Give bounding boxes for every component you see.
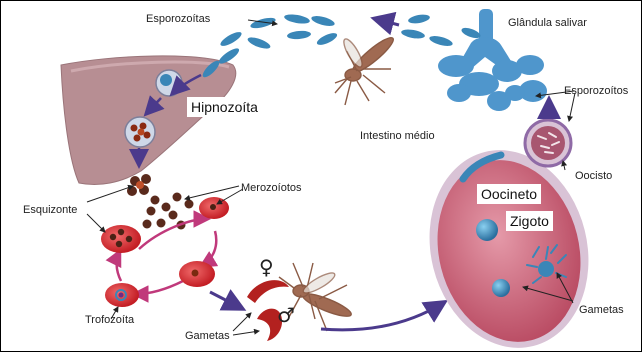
label-oocineto: Oocineto	[477, 184, 541, 204]
hepatocyte-lower	[125, 117, 155, 147]
female-gamete	[247, 280, 289, 303]
diagram-artwork	[1, 1, 641, 351]
female-symbol: ♀	[259, 255, 274, 279]
label-hipnozoita: Hipnozoíta	[187, 97, 262, 117]
label-trofozoita: Trofozoíta	[85, 314, 135, 326]
label-intestino-medio: Intestino médio	[360, 130, 435, 142]
label-esporozoitos: Esporozoítos	[564, 85, 629, 97]
label-glandula-salivar: Glândula salivar	[508, 17, 587, 29]
label-gametas-right: Gametas	[579, 304, 624, 316]
midgut	[409, 133, 609, 351]
erythrocytic-cycle	[101, 197, 229, 307]
hepatocyte-upper	[156, 70, 182, 96]
sporozoites-gland	[400, 13, 481, 48]
label-oocisto: Oocisto	[575, 170, 613, 182]
label-zigoto: Zigoto	[506, 211, 553, 231]
male-symbol: ♂	[277, 303, 295, 327]
schizont-burst	[127, 174, 151, 196]
label-gametas-left: Gametas	[185, 330, 230, 342]
oocyst	[525, 120, 571, 166]
label-esquizonte: Esquizonte	[23, 204, 78, 216]
mosquito-top	[335, 34, 397, 105]
label-merozoitos: Merozoíotos	[241, 182, 302, 194]
label-esporozoitas: Esporozoítas	[146, 13, 211, 25]
merozoites-free	[143, 193, 194, 230]
